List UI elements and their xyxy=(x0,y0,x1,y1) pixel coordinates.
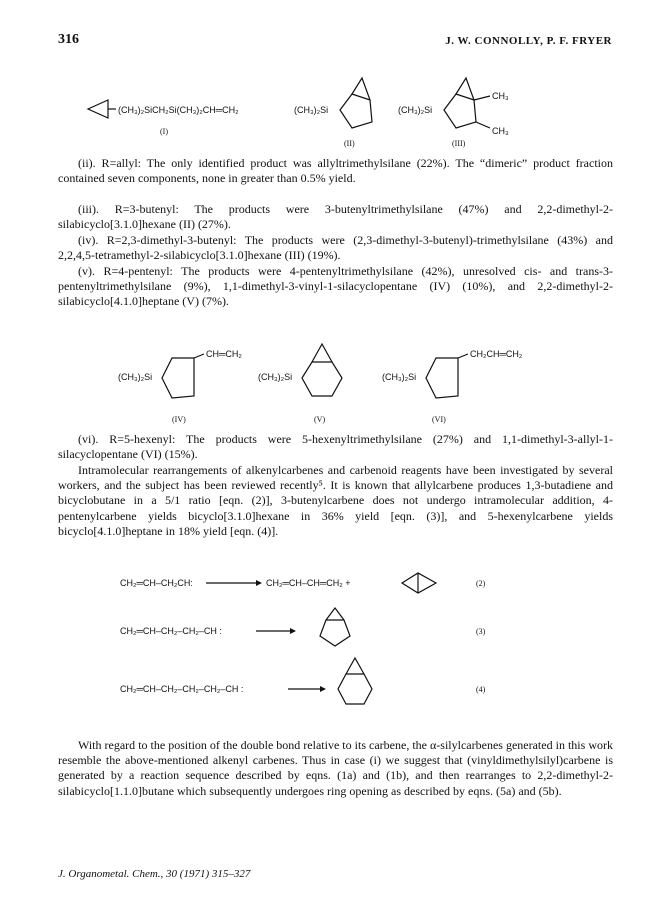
running-head: J. W. CONNOLLY, P. F. FRYER xyxy=(445,35,612,47)
eq4-number: (4) xyxy=(476,685,486,694)
structure-VI-sub-bond xyxy=(458,354,468,358)
structure-III-methyl1: CH₃ xyxy=(492,91,509,101)
structure-V-si: (CH₃)₂Si xyxy=(258,372,293,382)
structure-III xyxy=(398,78,509,148)
structure-VI-label: (VI) xyxy=(432,415,446,424)
equation-2 xyxy=(120,573,486,593)
paragraph-v: (v). R=4-pentenyl: The products were 4-pentenyltrimethylsilane (42%), unresolved cis- and trans-3-pentenyltrimethylsilane (9%), 1,1-dimethyl-3-vinyl-1-silacyclopentane (IV) (10%), and 2,2-dimethyl-2-silabicyclo[4.1.0]heptane (V) (7%). xyxy=(58,264,613,309)
structure-IV-si: (CH₃)₂Si xyxy=(118,372,153,382)
eq2-number: (2) xyxy=(476,579,486,588)
paragraph-vi: (vi). R=5-hexenyl: The products were 5-hexenyltrimethylsilane (27%) and 1,1-dimethyl-3-allyl-1-silacyclopentane (VI) (15%). xyxy=(58,432,613,462)
structure-VI xyxy=(382,349,523,424)
structures-top xyxy=(0,72,672,152)
structure-III-methyl2: CH₃ xyxy=(492,126,509,136)
eq2-reactant: CH₂═CH–CH₂CH: xyxy=(120,578,193,588)
bicyclohexane-icon xyxy=(320,608,350,646)
structure-IV-sub-bond xyxy=(194,354,204,358)
structure-I-formula: (CH₃)₂SiCH₂Si(CH₃)₂CH═CH₂ xyxy=(118,105,239,115)
equation-3 xyxy=(120,608,486,646)
structure-III-ring xyxy=(444,94,476,128)
structure-I xyxy=(88,100,239,136)
eq2-arrowhead xyxy=(256,580,262,586)
structure-VI-si: (CH₃)₂Si xyxy=(382,372,417,382)
structure-III-methyl1-bond xyxy=(474,96,490,100)
paragraph-iii: (iii). R=3-butenyl: The products were 3-butenyltrimethylsilane (47%) and 2,2-dimethyl-2-silabicyclo[3.1.0]hexane (II) (27%). xyxy=(58,202,613,232)
eq3-number: (3) xyxy=(476,627,486,636)
structure-VI-ring xyxy=(426,358,458,398)
equation-4 xyxy=(120,658,486,704)
equations xyxy=(0,568,672,718)
eq4-arrowhead xyxy=(320,686,326,692)
structure-IV xyxy=(118,349,242,424)
structure-I-cyclopropyl xyxy=(88,100,108,118)
structure-VI-sub: CH₂CH═CH₂ xyxy=(470,349,523,359)
structure-III-si: (CH₃)₂Si xyxy=(398,105,433,115)
structure-V-cyclopropane xyxy=(312,344,332,362)
eq3-arrowhead xyxy=(290,628,296,634)
structure-II-si: (CH₃)₂Si xyxy=(294,105,329,115)
structure-II-ring xyxy=(340,94,372,128)
structure-V-ring xyxy=(302,362,342,396)
structure-IV-label: (IV) xyxy=(172,415,186,424)
page-number: 316 xyxy=(58,32,79,47)
paragraph-intramolecular: Intramolecular rearrangements of alkenylcarbenes and carbenoid reagents have been investigated by several workers, and the subject has been reviewed recently⁵. It is known that allylcarbene produces 1,3-butadiene and bicyclobutane in a 5/1 ratio [eqn. (2)], 3-butenylcarbene does not undergo intramolecular addition, 4-pentenylcarbene yields bicyclo[3.1.0]hexane in 36% yield [eqn. (3)], and 5-hexenylcarbene yields bicyclo[4.1.0]heptane in 18% yield [eqn. (4)]. xyxy=(58,463,613,538)
eq4-reactant: CH₂═CH–CH₂–CH₂–CH₂–CH : xyxy=(120,684,244,694)
paragraph-iv: (iv). R=2,3-dimethyl-3-butenyl: The products were (2,3-dimethyl-3-butenyl)-trimethylsilane (43%) and 2,2,4,5-tetramethyl-2-silabicyclo[3.1.0]hexane (III) (19%). xyxy=(58,233,613,263)
bicyclobutane-icon xyxy=(402,573,436,593)
structure-IV-ring xyxy=(162,358,194,398)
structures-mid xyxy=(0,328,672,428)
structure-II xyxy=(294,78,372,148)
journal-footer: J. Organometal. Chem., 30 (1971) 315–327 xyxy=(58,868,251,880)
bicycloheptane-icon xyxy=(338,658,372,704)
paragraph-ii: (ii). R=allyl: The only identified product was allyltrimethylsilane (22%). The “dimeric” product fraction contained seven components, none in greater than 0.5% yield. xyxy=(58,156,613,186)
structure-III-label: (III) xyxy=(452,139,466,148)
eq3-reactant: CH₂═CH–CH₂–CH₂–CH : xyxy=(120,626,222,636)
structure-III-methyl2-bond xyxy=(476,122,490,128)
paragraph-last: With regard to the position of the double bond relative to its carbene, the α-silylcarbenes generated in this work resemble the above-mentioned alkenyl carbenes. Thus in case (i) we suggest that (vinyldimethylsilyl)carbene is generated by a reaction sequence described by eqns. (1a) and (1b), and then rearranges to 2,2-dimethyl-2-silabicyclo[1.1.0]butane which subsequently undergoes ring opening as described by eqns. (5a) and (5b). xyxy=(58,738,613,798)
structure-IV-sub: CH═CH₂ xyxy=(206,349,242,359)
eq2-product: CH₂═CH–CH═CH₂ + xyxy=(266,578,351,588)
structure-V-label: (V) xyxy=(314,415,326,424)
structure-V xyxy=(258,344,342,424)
structure-I-label: (I) xyxy=(160,127,168,136)
structure-II-label: (II) xyxy=(344,139,355,148)
